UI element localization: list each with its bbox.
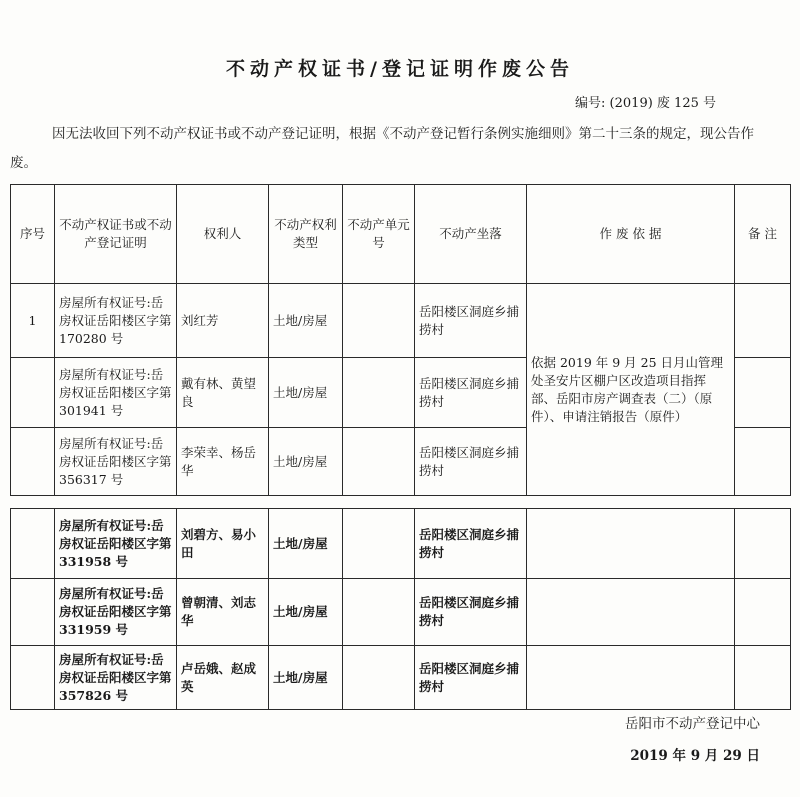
col-header-basis: 作 废 依 据 [527,185,735,284]
row-basis [527,579,735,646]
row-no [11,358,55,428]
row-location: 岳阳楼区洞庭乡捕捞村 [415,646,527,710]
row-type: 土地/房屋 [269,358,343,428]
row-type: 土地/房屋 [269,646,343,710]
table-row [11,284,791,358]
row-unit [343,284,415,358]
row-cert: 房屋所有权证号:岳房权证岳阳楼区字第 301941 号 [55,358,177,428]
row-holder: 戴有林、黄望良 [177,358,269,428]
row-location: 岳阳楼区洞庭乡捕捞村 [415,428,527,496]
row-holder: 刘碧方、易小田 [177,509,269,579]
row-note [735,358,791,428]
col-header-note: 备 注 [735,185,791,284]
row-cert: 房屋所有权证号:岳房权证岳阳楼区字第 331959 号 [55,579,177,646]
void-certificate-table-continued [10,508,791,710]
table-row [11,509,791,579]
row-cert: 房屋所有权证号:岳房权证岳阳楼区字第 356317 号 [55,428,177,496]
row-holder: 曾朝清、刘志华 [177,579,269,646]
document-number: 编号: (2019) 废 125 号 [575,96,716,111]
row-basis [527,646,735,710]
row-unit [343,428,415,496]
row-unit [343,509,415,579]
row-holder: 李荣幸、杨岳华 [177,428,269,496]
issuer-signature: 岳阳市不动产登记中心 [625,716,760,732]
row-no: 1 [11,284,55,358]
col-header-location: 不动产坐落 [415,185,527,284]
table-header-row [11,185,791,284]
notice-title: 不动产权证书/登记证明作废公告 [226,58,574,80]
col-header-no: 序号 [11,185,55,284]
row-location: 岳阳楼区洞庭乡捕捞村 [415,509,527,579]
table-row [11,646,791,710]
row-note [735,646,791,710]
row-unit [343,646,415,710]
row-type: 土地/房屋 [269,509,343,579]
col-header-holder: 权利人 [177,185,269,284]
row-location: 岳阳楼区洞庭乡捕捞村 [415,284,527,358]
row-cert: 房屋所有权证号:岳房权证岳阳楼区字第 357826 号 [55,646,177,710]
row-unit [343,579,415,646]
row-holder: 卢岳娥、赵成英 [177,646,269,710]
row-note [735,428,791,496]
col-header-cert: 不动产权证书或不动产登记证明 [55,185,177,284]
row-note [735,579,791,646]
row-location: 岳阳楼区洞庭乡捕捞村 [415,579,527,646]
row-no [11,428,55,496]
void-certificate-table [10,184,791,496]
row-type: 土地/房屋 [269,579,343,646]
row-location: 岳阳楼区洞庭乡捕捞村 [415,358,527,428]
void-basis: 依据 2019 年 9 月 25 日月山管理处圣安片区棚户区改造项目指挥部、岳阳市房产调查表（二）（原件）、申请注销报告（原件） [527,284,735,496]
table-row [11,579,791,646]
row-basis [527,509,735,579]
intro-paragraph: 因无法收回下列不动产权证书或不动产登记证明，根据《不动产登记暂行条例实施细则》第二十三条的规定，现公告作废。 [10,126,754,171]
row-note [735,509,791,579]
issue-date: 2019 年 9 月 29 日 [630,748,760,764]
col-header-type: 不动产权利类型 [269,185,343,284]
row-holder: 刘红芳 [177,284,269,358]
row-unit [343,358,415,428]
row-cert: 房屋所有权证号:岳房权证岳阳楼区字第 170280 号 [55,284,177,358]
row-type: 土地/房屋 [269,428,343,496]
row-note [735,284,791,358]
row-type: 土地/房屋 [269,284,343,358]
col-header-unit: 不动产单元号 [343,185,415,284]
row-cert: 房屋所有权证号:岳房权证岳阳楼区字第 331958 号 [55,509,177,579]
